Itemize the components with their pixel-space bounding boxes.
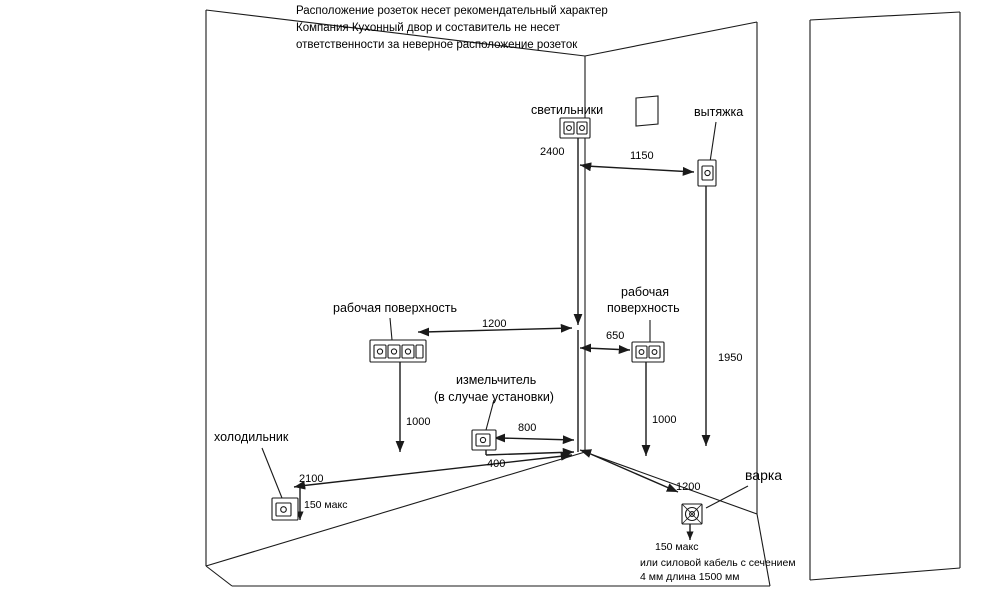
floor-left-edge	[206, 566, 232, 586]
socket-grinder	[472, 430, 496, 450]
right-wall-floor-line	[585, 452, 757, 514]
label-fridge: холодильник	[214, 430, 289, 444]
dim-line-1200-bottom	[586, 452, 678, 492]
leader-cooktop	[706, 486, 748, 508]
label-work-surface-right-line1: рабочая	[621, 285, 669, 299]
dim-650: 650	[606, 330, 625, 342]
panel-bottom-edge	[810, 568, 960, 580]
label-work-surface-left: рабочая поверхность	[333, 301, 458, 315]
title-note-line3: ответственности за неверное расположение розеток	[296, 39, 578, 51]
dim-1200-left: 1200	[482, 318, 507, 330]
socket-cooktop	[682, 504, 702, 524]
dim-line-1150-left	[580, 165, 586, 166]
right-wall-ceiling-line	[585, 22, 757, 56]
socket-fridge	[272, 498, 298, 520]
dim-line-1150	[586, 166, 694, 172]
label-grinder-line1: измельчитель	[456, 373, 537, 387]
leader-fridge	[262, 448, 282, 498]
socket-block-work-surface-left	[370, 340, 426, 362]
dim-150-max-fridge: 150 макс	[304, 499, 348, 511]
dim-400: 400	[487, 458, 506, 470]
cable-note-line1: или силовой кабель с сечением	[640, 557, 796, 569]
socket-block-work-surface-right	[632, 342, 664, 362]
label-lamps: светильники	[531, 103, 604, 117]
dim-800: 800	[518, 422, 537, 434]
dim-1000-left: 1000	[406, 416, 431, 428]
dim-2400: 2400	[540, 146, 565, 158]
dim-1000-right: 1000	[652, 414, 677, 426]
label-cooktop: варка	[745, 467, 783, 483]
panel-top-edge	[810, 12, 960, 20]
dim-line-2100-right	[300, 455, 572, 486]
dim-line-400-right	[486, 452, 574, 455]
floor-right-edge	[757, 514, 770, 586]
wall-hatch-box	[636, 96, 658, 126]
dim-150-max-cooktop: 150 макс	[655, 541, 699, 553]
label-grinder-line2: (в случае установки)	[434, 390, 554, 404]
dim-line-800-right	[500, 438, 574, 440]
dim-2100: 2100	[299, 473, 324, 485]
title-note-line1: Расположение розеток несет рекомендательный характер	[296, 5, 608, 17]
dim-line-650-right	[586, 348, 630, 350]
dim-1150: 1150	[630, 150, 654, 162]
dimension-lines	[294, 132, 706, 540]
left-wall-floor-line	[206, 452, 585, 566]
label-hood: вытяжка	[694, 105, 744, 119]
title-note-line2: Компания Кухонный двор и составитель не несет	[296, 22, 561, 34]
dim-1200-bottom: 1200	[676, 481, 701, 493]
label-work-surface-right-line2: поверхность	[607, 301, 680, 315]
socket-lamps	[560, 118, 590, 138]
leader-hood	[710, 122, 716, 162]
dim-1950: 1950	[718, 352, 743, 364]
leader-work-surface-left	[390, 318, 392, 340]
cable-note-line2: 4 мм длина 1500 мм	[640, 571, 740, 583]
socket-hood	[698, 160, 716, 186]
